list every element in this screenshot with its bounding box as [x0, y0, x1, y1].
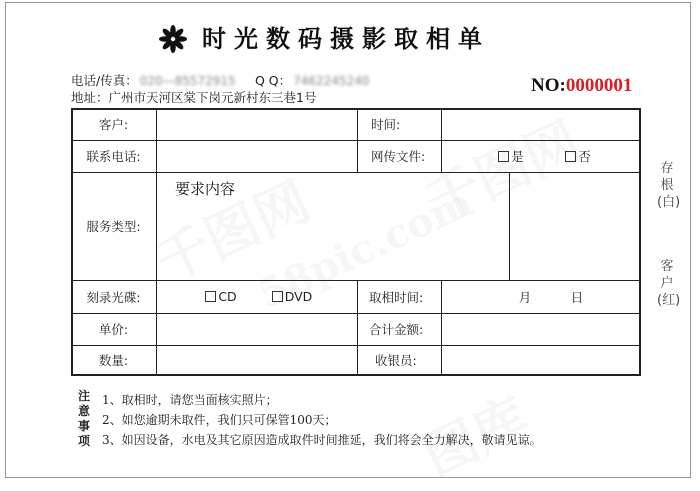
receipt-number	[531, 75, 632, 97]
note-item: 2、如您逾期未取件，我们只可保管100天；	[102, 413, 337, 427]
quantity-field[interactable]	[157, 346, 356, 374]
day-label: 日	[570, 289, 584, 305]
phone-fax-value: 020—85572915	[139, 74, 236, 88]
online-file-label: 网传文件:	[371, 149, 426, 164]
cashier-field[interactable]	[442, 346, 639, 374]
quantity-label: 数量:	[98, 353, 129, 368]
phone-fax-label: 电话/传真：	[71, 73, 138, 88]
phone-label: 联系电话:	[86, 149, 141, 164]
customer-field[interactable]	[157, 109, 356, 140]
cashier-label: 收银员:	[375, 353, 417, 368]
phone-field[interactable]	[157, 141, 356, 172]
online-yes-label: 是	[511, 149, 524, 164]
service-extra-field[interactable]	[510, 173, 638, 279]
column-divider	[357, 108, 358, 172]
pickup-time-field[interactable]	[442, 281, 639, 313]
total-amount-field[interactable]	[442, 314, 639, 345]
pickup-time-label: 取相时间:	[369, 289, 424, 305]
receipt-number-label: NO:	[531, 75, 566, 96]
time-field[interactable]	[442, 109, 639, 140]
order-form	[71, 108, 641, 376]
checkbox-icon	[565, 151, 576, 162]
requirements-label: 要求内容	[175, 180, 236, 198]
requirements-field[interactable]	[157, 204, 508, 279]
time-label: 时间:	[371, 117, 401, 132]
flower-logo-icon	[158, 24, 188, 54]
dvd-label: DVD	[284, 289, 313, 304]
service-type-label: 服务类型:	[86, 219, 141, 234]
qq-line	[255, 71, 370, 89]
copy-customer-label: 客户(红)	[657, 259, 681, 308]
page-title: 时光数码摄影取相单	[202, 24, 490, 53]
cd-label: CD	[218, 289, 237, 304]
column-divider	[357, 280, 358, 376]
qq-label: Q Q：	[255, 73, 292, 88]
dvd-option[interactable]	[267, 280, 317, 313]
notes-label: 注意事项	[78, 389, 91, 448]
checkbox-icon	[498, 151, 509, 162]
customer-label: 客户:	[98, 117, 129, 132]
checkbox-icon	[205, 291, 216, 302]
address-line: 地址：广州市天河区棠下岗元新村东三巷1号	[71, 90, 317, 105]
cd-option[interactable]	[201, 280, 241, 313]
note-item: 1、取相时，请您当面核实照片；	[102, 393, 278, 407]
online-no-label: 否	[578, 149, 591, 164]
unit-price-field[interactable]	[157, 314, 356, 345]
checkbox-icon	[272, 291, 283, 302]
note-item: 3、如因设备，水电及其它原因造成取件时间推延，我们将会全力解决，敬请见谅。	[102, 433, 542, 447]
unit-price-label: 单价:	[98, 322, 129, 337]
copy-stub-label: 存根(白)	[657, 161, 681, 210]
table-border	[639, 108, 641, 376]
qq-value: 7462245240	[293, 74, 370, 88]
total-amount-label: 合计金额:	[369, 322, 424, 337]
online-yes-option[interactable]	[491, 140, 531, 172]
contact-line	[71, 71, 236, 89]
online-no-option[interactable]	[558, 140, 598, 172]
burn-disc-label: 刻录光碟:	[86, 289, 141, 305]
receipt-number-value: 0000001	[565, 75, 633, 96]
month-label: 月	[518, 289, 532, 305]
